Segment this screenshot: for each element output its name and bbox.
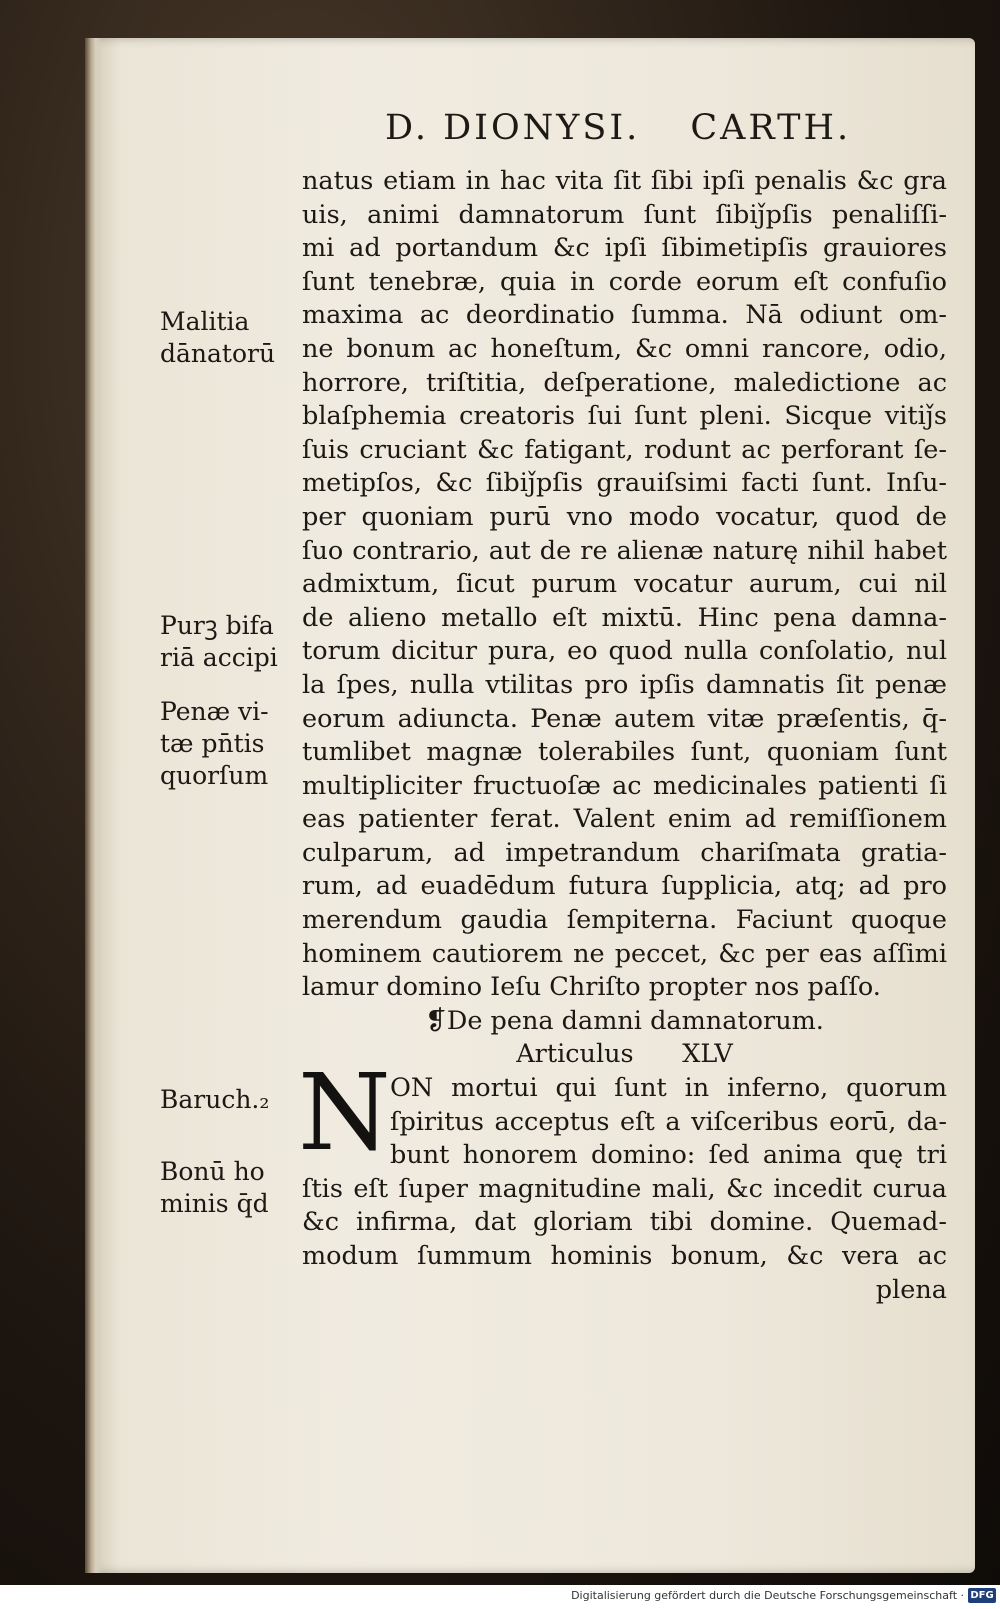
chapter-line: modum ſummum hominis bonum, &c vera ac (302, 1241, 947, 1271)
text-line: ſuo contrario, aut de re alienæ naturę nihil habet (302, 535, 947, 566)
margin-note-line: Malitia (160, 307, 250, 336)
chapter-line: ſpiritus acceptus eſt a viſceribus eorū, da- (390, 1106, 947, 1137)
text-line: eas patienter ferat. Valent enim ad remiſſionem (302, 804, 947, 835)
text-line: metipſos, &c ſibiǰpſis grauiſsimi facti ſunt. Inſu- (302, 468, 947, 499)
page-gutter-shadow (85, 38, 103, 1573)
margin-note-line: Bonū ho (160, 1157, 265, 1186)
margin-note-line: riā accipi (160, 643, 278, 672)
main-text-block (302, 165, 947, 1307)
text-line: maxima ac deordinatio ſumma. Nā odiunt om- (302, 300, 947, 331)
margin-note-line: minis q̄d (160, 1189, 269, 1218)
chapter-line: &c infirma, dat gloriam tibi domine. Quemad- (302, 1207, 947, 1238)
chapter-line: ON mortui qui ſunt in inferno, quorum (390, 1073, 947, 1104)
text-line: de alieno metallo eſt mixtū. Hinc pena damna- (302, 602, 947, 633)
margin-note-baruch (160, 1084, 290, 1116)
text-line: multipliciter fructuoſæ ac medicinales patienti ſi (302, 770, 947, 801)
text-line: lamur domino Ieſu Chriſto propter nos paſſo. (302, 972, 881, 1003)
funding-credit: Digitalisierung gefördert durch die Deutsche Forschungsgemeinschaft · (571, 1589, 964, 1602)
text-line: ſuis cruciant &c fatigant, rodunt ac perforant ſe- (302, 434, 947, 465)
pilcrow-icon: ❡ (425, 1005, 447, 1036)
margin-note-malitia (160, 306, 290, 370)
text-line: blaſphemia creatoris ſui ſunt pleni. Sicque vitiǰs (302, 401, 947, 432)
margin-note-bonum (160, 1156, 290, 1220)
margin-note-penae (160, 696, 290, 792)
chapter-line: bunt honorem domino: ſed anima quę tri (390, 1140, 947, 1171)
margin-note-line: Baruch.₂ (160, 1085, 270, 1114)
text-line: admixtum, ſicut purum vocatur aurum, cui nil (302, 569, 947, 600)
running-head-title: CARTH. (690, 108, 852, 148)
margin-note-line: quorſum (160, 761, 269, 790)
catchword: plena (875, 1274, 947, 1305)
text-line: hominem cautiorem ne peccet, &c per eas aſſimi (302, 938, 947, 969)
running-head-author: D. DIONYSI. (385, 108, 641, 148)
drop-cap-initial: N (298, 1051, 391, 1174)
section-heading-text: De pena damni damnatorum. (446, 1005, 824, 1036)
text-line: mi ad portandum &c ipſi ſibimetipſis grauiores (302, 233, 947, 264)
footer-bar (0, 1585, 1000, 1609)
text-line: ſunt tenebræ, quia in corde eorum eſt confuſio (302, 266, 947, 297)
text-line: eorum adiuncta. Penæ autem vitæ præſentis, q̄- (302, 703, 947, 734)
text-line: culparum, ad impetrandum chariſmata gratia- (302, 837, 947, 868)
text-line: per quoniam purū vno modo vocatur, quod de (302, 501, 947, 532)
article-number-text: Articulus XLV (516, 1039, 733, 1070)
running-head (385, 108, 885, 148)
text-line: la ſpes, nulla vtilitas pro ipſis damnatis ſit penæ (302, 669, 947, 700)
chapter-line: ſtis eſt ſuper magnitudine mali, &c incedit curua (302, 1173, 947, 1204)
dfg-logo[interactable]: DFG (968, 1588, 996, 1603)
text-line: horrore, triſtitia, deſperatione, maledictione ac (302, 367, 947, 398)
article-number (302, 1038, 947, 1072)
margin-note-line: Penæ vi- (160, 697, 269, 726)
text-line: merendum gaudia ſempiterna. Faciunt quoque (302, 905, 947, 936)
text-line: rum, ad euadēdum futura ſupplicia, atq; ad pro (302, 871, 947, 902)
text-line: tumlibet magnæ tolerabiles ſunt, quoniam ſunt (302, 737, 947, 768)
margin-note-line: dānatorū (160, 339, 276, 368)
text-line: uis, animi damnatorum ſunt ſibiǰpſis penaliſſi- (302, 199, 947, 230)
text-line: torum dicitur pura, eo quod nulla conſolatio, nul (302, 636, 947, 667)
margin-note-line: tæ pn̄tis (160, 729, 265, 758)
margin-note-purum (160, 610, 290, 674)
text-line: natus etiam in hac vita ſit ſibi ipſi penalis &c gra (302, 166, 947, 196)
section-heading (302, 1005, 947, 1039)
text-line: ne bonum ac honeſtum, &c omni rancore, odio, (302, 333, 947, 364)
margin-note-line: Purꝫ bifa (160, 611, 274, 640)
